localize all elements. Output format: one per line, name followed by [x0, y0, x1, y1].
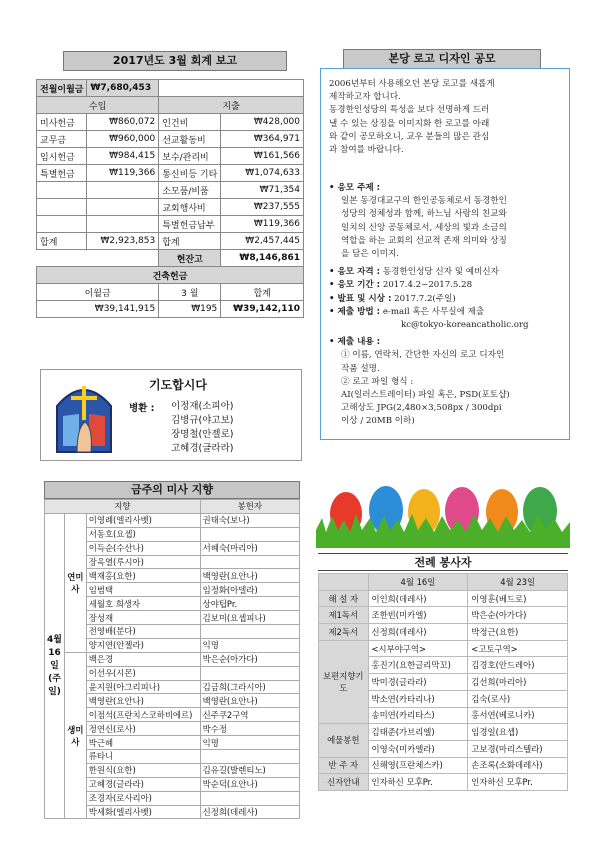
text-line: 이상 / 20MB 이하) — [341, 416, 415, 427]
server-name: 김숙(로사) — [468, 690, 568, 707]
period-label: • 응모 기간 : — [329, 280, 381, 291]
server-name: 김선희(마리아) — [468, 674, 568, 691]
server-name: 박미경(글라라) — [368, 674, 468, 691]
mass-intention: 세월호 희생자 — [86, 597, 200, 611]
servers-corner — [319, 574, 369, 591]
mass-offerer: 김유길(발렌티노) — [200, 763, 299, 777]
expense-value: ₩237,555 — [221, 199, 304, 216]
mass-intention: 이득순(수산나) — [86, 541, 200, 555]
prayer-name: 고혜경(글라라) — [171, 443, 234, 454]
servers-row-label: 해 설 자 — [319, 590, 369, 607]
announce-label: • 발표 및 시상 : — [329, 293, 392, 304]
mass-intention: 윤지원(아그리피나) — [86, 680, 200, 694]
text-line: ② 로고 파일 형식 : — [341, 376, 414, 387]
server-name: 인자하신 모후Pr. — [468, 774, 568, 791]
servers-row-label: 예물봉헌 — [319, 724, 369, 757]
text-line: 제작하고자 합니다. — [329, 92, 401, 103]
text-line: 2006년부터 사용해오던 본당 로고를 새롭게 — [329, 79, 495, 89]
expense-label: 소모품/비품 — [159, 182, 221, 199]
text-line: 와 같이 공모하오니, 교우 분들의 많은 관심 — [329, 131, 490, 142]
server-name: 박소연(카타리나) — [368, 690, 468, 707]
b-value-0: ₩39,141,915 — [37, 301, 159, 318]
servers-row-label: 제1독서 — [319, 607, 369, 624]
mass-offerer: 서혜숙(마리아) — [200, 541, 299, 555]
easter-eggs-image — [316, 478, 570, 548]
text-line: 동경한인성당의 특성을 보다 선명하게 드러 — [329, 105, 490, 116]
mass-date: 4월16일(주일) — [45, 513, 65, 819]
servers-table — [318, 573, 568, 791]
mass-offerer: 상야팁Pr. — [200, 597, 299, 611]
logo-title: 본당 로고 디자인 공모 — [343, 49, 541, 69]
prev-label: 전월이월금 — [37, 80, 87, 97]
logo-details — [329, 182, 563, 429]
expense-header: 지출 — [159, 97, 304, 114]
income-label — [37, 182, 87, 199]
income-value: ₩984,415 — [87, 148, 159, 165]
mass-col-offerer: 봉헌자 — [200, 500, 299, 514]
content-item-2 — [329, 376, 563, 429]
server-name: 홍진기(요한글리막꼬) — [368, 657, 468, 674]
accounting-table — [36, 79, 304, 318]
mass-intention: 한원식(요한) — [86, 763, 200, 777]
expense-label: 통신비등 기타 — [159, 165, 221, 182]
income-value: ₩119,366 — [87, 165, 159, 182]
text-line: 낼 수 있는 상징을 이미지화 한 로고를 아래 — [329, 118, 490, 129]
server-name: 김경호(안드레아) — [468, 657, 568, 674]
mass-intentions-table — [44, 499, 300, 819]
server-name: 임경일(요셉) — [468, 724, 568, 741]
balance-value: ₩8,146,861 — [221, 250, 304, 267]
prayer-name: 이정재(소피아) — [171, 401, 234, 412]
mass-group-label: 연미사 — [64, 513, 86, 652]
server-name: 손조록(소화데레사) — [468, 757, 568, 774]
text-line: ① 이름, 연락처, 간단한 자신의 로고 디자인 — [341, 350, 505, 361]
income-label — [37, 199, 87, 216]
mass-intention: 양지연(안젤라) — [86, 638, 200, 652]
mass-intention: 장성재 — [86, 611, 200, 625]
expense-label: 교회행사비 — [159, 199, 221, 216]
expense-label: 특별헌금납부 — [159, 216, 221, 233]
mass-offerer — [200, 791, 299, 805]
text-line: AI(일러스트레이터) 파일 혹은, PSD(포토샵) — [341, 390, 510, 401]
servers-row-label: 반 주 자 — [319, 757, 369, 774]
income-label: 미사헌금 — [37, 114, 87, 131]
building-title: 건축헌금 — [37, 267, 304, 284]
mass-offerer: 박순덕(요안나) — [200, 777, 299, 791]
income-total: ₩2,923,853 — [87, 233, 159, 250]
income-value — [87, 216, 159, 233]
email-link[interactable]: kc@tokyo-koreancatholic.org — [401, 320, 529, 331]
expense-total: ₩2,457,445 — [221, 233, 304, 250]
mass-intention: 백영란(요안나) — [86, 694, 200, 708]
logo-intro — [329, 78, 563, 157]
b-header-1: 3 월 — [159, 284, 221, 301]
mass-intention: 백재홍(요한) — [86, 569, 200, 583]
theme-text — [329, 195, 563, 261]
mass-col-intention: 지향 — [45, 500, 201, 514]
server-name: 인자하신 모후Pr. — [368, 774, 468, 791]
logo-contest-box — [320, 68, 570, 440]
expense-value: ₩1,074,633 — [221, 165, 304, 182]
mass-intention: 정연신(로사) — [86, 722, 200, 736]
income-value: ₩860,072 — [87, 114, 159, 131]
mass-offerer: 임정화(아델라) — [200, 583, 299, 597]
b-header-0: 이월금 — [37, 284, 159, 301]
content-item-1 — [329, 349, 563, 375]
prayer-name: 김병규(야고보) — [171, 415, 234, 426]
submit-label: • 제출 방법 : — [329, 306, 381, 317]
income-header: 수입 — [37, 97, 159, 114]
servers-row-label: 제2독서 — [319, 624, 369, 641]
mass-offerer: 박은순(아가다) — [200, 652, 299, 666]
accounting-title: 2017년도 3월 회계 보고 — [63, 51, 287, 71]
balance-label: 현잔고 — [159, 250, 221, 267]
income-value — [87, 182, 159, 199]
mass-intention: 박세화(엘리사벳) — [86, 805, 200, 819]
server-name: 송미연(카리타스) — [368, 707, 468, 724]
b-header-2: 합계 — [221, 284, 304, 301]
server-name: 이인희(데레사) — [368, 590, 468, 607]
mass-offerer: 권태숙(보나) — [200, 513, 299, 527]
mass-intention: 이점석(프란치스코하비에르) — [86, 708, 200, 722]
qual-text: 동경한인성당 신자 및 예비신자 — [382, 267, 499, 278]
income-label — [37, 216, 87, 233]
server-name: 조한빈(미카엘) — [368, 607, 468, 624]
expense-value: ₩364,971 — [221, 131, 304, 148]
mass-intention: 전영배(분다) — [86, 625, 200, 639]
mass-offerer — [200, 666, 299, 680]
mass-group-label: 생미사 — [64, 652, 86, 819]
mass-offerer — [200, 527, 299, 541]
server-name: 이영훈(베드로) — [468, 590, 568, 607]
mass-offerer: 익명 — [200, 638, 299, 652]
expense-label: 인건비 — [159, 114, 221, 131]
mass-offerer: 익명 — [200, 736, 299, 750]
prayer-box — [40, 369, 302, 461]
expense-value: ₩428,000 — [221, 114, 304, 131]
mass-intention: 이선우(시몬) — [86, 666, 200, 680]
text-line: 역할을 하는 교회의 선교적 존재 의미와 상징 — [341, 235, 507, 246]
period-text: 2017.4.2~2017.5.28 — [382, 280, 473, 291]
mass-offerer: 신주쿠2구역 — [200, 708, 299, 722]
mass-offerer — [200, 625, 299, 639]
mass-offerer: 백영란(요안나) — [200, 694, 299, 708]
income-value: ₩960,000 — [87, 131, 159, 148]
server-name: <시부야구역> — [368, 640, 468, 657]
mass-offerer: 김보미(요셉피나) — [200, 611, 299, 625]
server-name: 박정근(요한) — [468, 624, 568, 641]
text-line: 을 담은 이미지. — [341, 249, 400, 260]
server-name: 신해영(프란체스카) — [368, 757, 468, 774]
server-name: 이영숙(미카엘라) — [368, 740, 468, 757]
mass-offerer: 박수정 — [200, 722, 299, 736]
text-line: 작품 설명. — [341, 363, 380, 374]
mass-intention: 장옥열(루시아) — [86, 555, 200, 569]
mass-intention: 조경자(로사리아) — [86, 791, 200, 805]
text-line: 성당의 정체성과 함께, 하느님 사랑의 친교와 — [341, 209, 507, 220]
prayer-label: 병환 : — [129, 403, 155, 414]
mass-offerer: 백영란(요안나) — [200, 569, 299, 583]
income-label: 특별헌금 — [37, 165, 87, 182]
mass-intention: 박근혜 — [86, 736, 200, 750]
table-row — [45, 513, 300, 527]
mass-offerer: 신정희(데레사) — [200, 805, 299, 819]
server-name: 김태준(가브리엘) — [368, 724, 468, 741]
mass-intention: 서동호(요셉) — [86, 527, 200, 541]
b-value-2: ₩39,142,110 — [221, 301, 304, 318]
qual-label: • 응모 자격 : — [329, 267, 381, 278]
servers-title: 전례 봉사자 — [318, 553, 568, 571]
text-line: 일치의 신앙 공동체로서, 세상의 빛과 소금의 — [341, 222, 507, 233]
prev-value: ₩7,680,453 — [87, 80, 159, 97]
expense-value: ₩119,366 — [221, 216, 304, 233]
server-name: <고토구역> — [468, 640, 568, 657]
table-row — [45, 652, 300, 666]
prayer-name: 장명철(안젤로) — [171, 429, 234, 440]
servers-row-label: 신자안내 — [319, 774, 369, 791]
mass-offerer — [200, 555, 299, 569]
servers-row-label: 보편지향기도 — [319, 640, 369, 723]
server-name: 박은순(아가다) — [468, 607, 568, 624]
expense-total-label: 합계 — [159, 233, 221, 250]
text-line: 고해상도 JPG(2,480×3,508px / 300dpi — [341, 403, 502, 414]
server-name: 홍서연(베로니카) — [468, 707, 568, 724]
text-line: 일본 동경대교구의 한인공동체로서 동경한인 — [341, 196, 507, 207]
mass-intention: 류타니 — [86, 750, 200, 764]
servers-col-date-1: 4월 16일 — [368, 574, 468, 591]
income-label: 임시헌금 — [37, 148, 87, 165]
income-label: 교무금 — [37, 131, 87, 148]
income-total-label: 합계 — [37, 233, 87, 250]
servers-col-date-2: 4월 23일 — [468, 574, 568, 591]
submit-text: e-mail 혹은 사무실에 제출 — [382, 306, 485, 317]
mass-intention: 임범택 — [86, 583, 200, 597]
expense-value: ₩161,566 — [221, 148, 304, 165]
prayer-title: 기도합시다 — [149, 378, 207, 392]
mass-intention: 고혜경(글라라) — [86, 777, 200, 791]
theme-label: • 응모 주제 : — [329, 183, 381, 193]
mass-intention: 이영례(엘리사벳) — [86, 513, 200, 527]
stained-glass-prayer-icon — [49, 376, 119, 454]
mass-title: 금주의 미사 지향 — [44, 481, 300, 499]
b-value-1: ₩195 — [159, 301, 221, 318]
mass-offerer — [200, 750, 299, 764]
income-value — [87, 199, 159, 216]
mass-offerer: 김금희(그라시아) — [200, 680, 299, 694]
announce-text: 2017.7.2(주일) — [394, 293, 456, 304]
expense-label: 보수/관리비 — [159, 148, 221, 165]
server-name: 신정희(데레사) — [368, 624, 468, 641]
mass-intention: 백은경 — [86, 652, 200, 666]
server-name: 고보경(마리스텔라) — [468, 740, 568, 757]
text-line: 과 참여를 바랍니다. — [329, 145, 404, 156]
expense-value: ₩71,354 — [221, 182, 304, 199]
expense-label: 선교활동비 — [159, 131, 221, 148]
content-label: • 제출 내용 : — [329, 337, 381, 348]
